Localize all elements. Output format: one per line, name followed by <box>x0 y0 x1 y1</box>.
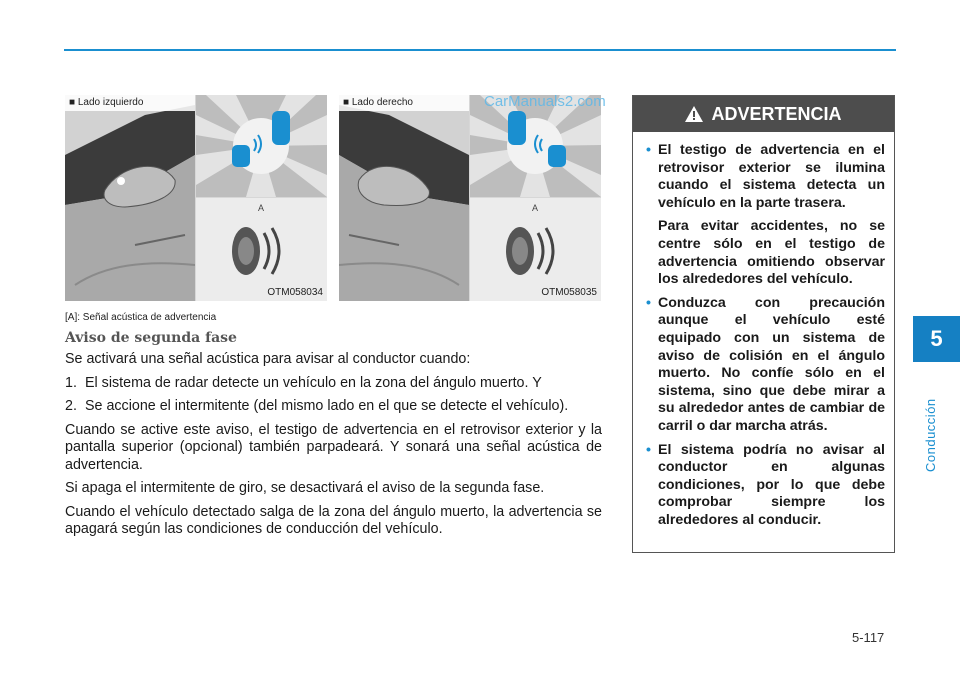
warning-text: El sistema podría no avisar al conductor en algunas condiciones, por lo que debe comprobar siempre los alrededores al conducir. <box>658 441 885 528</box>
warning-text-extra: Para evitar accidentes, no se centre sólo en el testigo de advertencia omitiendo observar los alrededores del vehículo. <box>658 218 885 288</box>
warning-list <box>633 132 894 529</box>
speaker-icon <box>470 198 601 301</box>
sound-panel <box>196 198 327 301</box>
warning-title: ADVERTENCIA <box>711 103 842 124</box>
warning-text: Conduzca con precaución aunque el vehículo esté equipado con un sistema de aviso de colisión en el ángulo muerto. No confíe sólo en el sistema, sino que debe mirar a su alrededor antes de cambiar de carril o dar marcha atrás. <box>658 294 885 434</box>
section-heading: Aviso de segunda fase <box>65 330 237 346</box>
list-item <box>65 375 602 393</box>
figure-left-side <box>65 95 327 301</box>
warning-item <box>646 442 885 530</box>
bullet-icon: • <box>646 294 651 311</box>
warning-text: El testigo de advertencia en el retrovisor exterior se ilumina cuando el sistema detecta un vehículo en la parte trasera. <box>658 142 885 211</box>
list-text: Se accione el intermitente (del mismo lado en el que se detecte el vehículo). <box>85 398 569 414</box>
page-number: 5-117 <box>852 630 885 645</box>
chapter-number-tab: 5 <box>913 316 960 362</box>
list-text: El sistema de radar detecte un vehículo en la zona del ángulo muerto. Y <box>85 374 542 391</box>
panel-tag: A <box>258 203 265 213</box>
figure-label: ■ Lado izquierdo <box>65 95 195 111</box>
chapter-title: Conducción <box>923 398 938 472</box>
paragraph: Cuando se active este aviso, el testigo de advertencia en el retrovisor exterior y la pantalla superior (opcional) también parpadeará. Y sonará una señal acústica de advertencia. <box>65 421 602 473</box>
bullet-icon: • <box>646 441 651 458</box>
warning-item <box>646 295 885 436</box>
figure-code: OTM058035 <box>541 287 597 298</box>
list-number: 1. <box>65 374 77 391</box>
warning-box <box>632 95 895 553</box>
list-item <box>65 398 602 416</box>
panel-tag: A <box>532 203 539 213</box>
figure-label: ■ Lado derecho <box>339 95 469 111</box>
radar-illustration <box>196 95 327 197</box>
sound-panel <box>470 198 601 301</box>
body-text <box>65 351 602 545</box>
car-mirror-illustration <box>339 95 469 301</box>
intro-paragraph: Se activará una señal acústica para avisar al conductor cuando: <box>65 351 471 367</box>
car-mirror-illustration <box>65 95 195 301</box>
paragraph: Si apaga el intermitente de giro, se desactivará el aviso de la segunda fase. <box>65 480 545 496</box>
radar-illustration <box>470 95 601 197</box>
speaker-icon <box>196 198 327 301</box>
figure-code: OTM058034 <box>267 287 323 298</box>
warning-triangle-icon <box>685 106 703 122</box>
paragraph: Cuando el vehículo detectado salga de la zona del ángulo muerto, la advertencia se apagará según las condiciones de conducción del vehículo. <box>65 503 602 537</box>
warning-header <box>633 96 894 132</box>
figure-right-side <box>339 95 601 301</box>
bullet-icon: • <box>646 142 651 158</box>
list-number: 2. <box>65 398 77 414</box>
watermark: CarManuals2.com <box>484 93 606 110</box>
top-rule <box>64 49 896 51</box>
figure-caption: [A]: Señal acústica de advertencia <box>65 312 217 323</box>
warning-item <box>646 142 885 289</box>
